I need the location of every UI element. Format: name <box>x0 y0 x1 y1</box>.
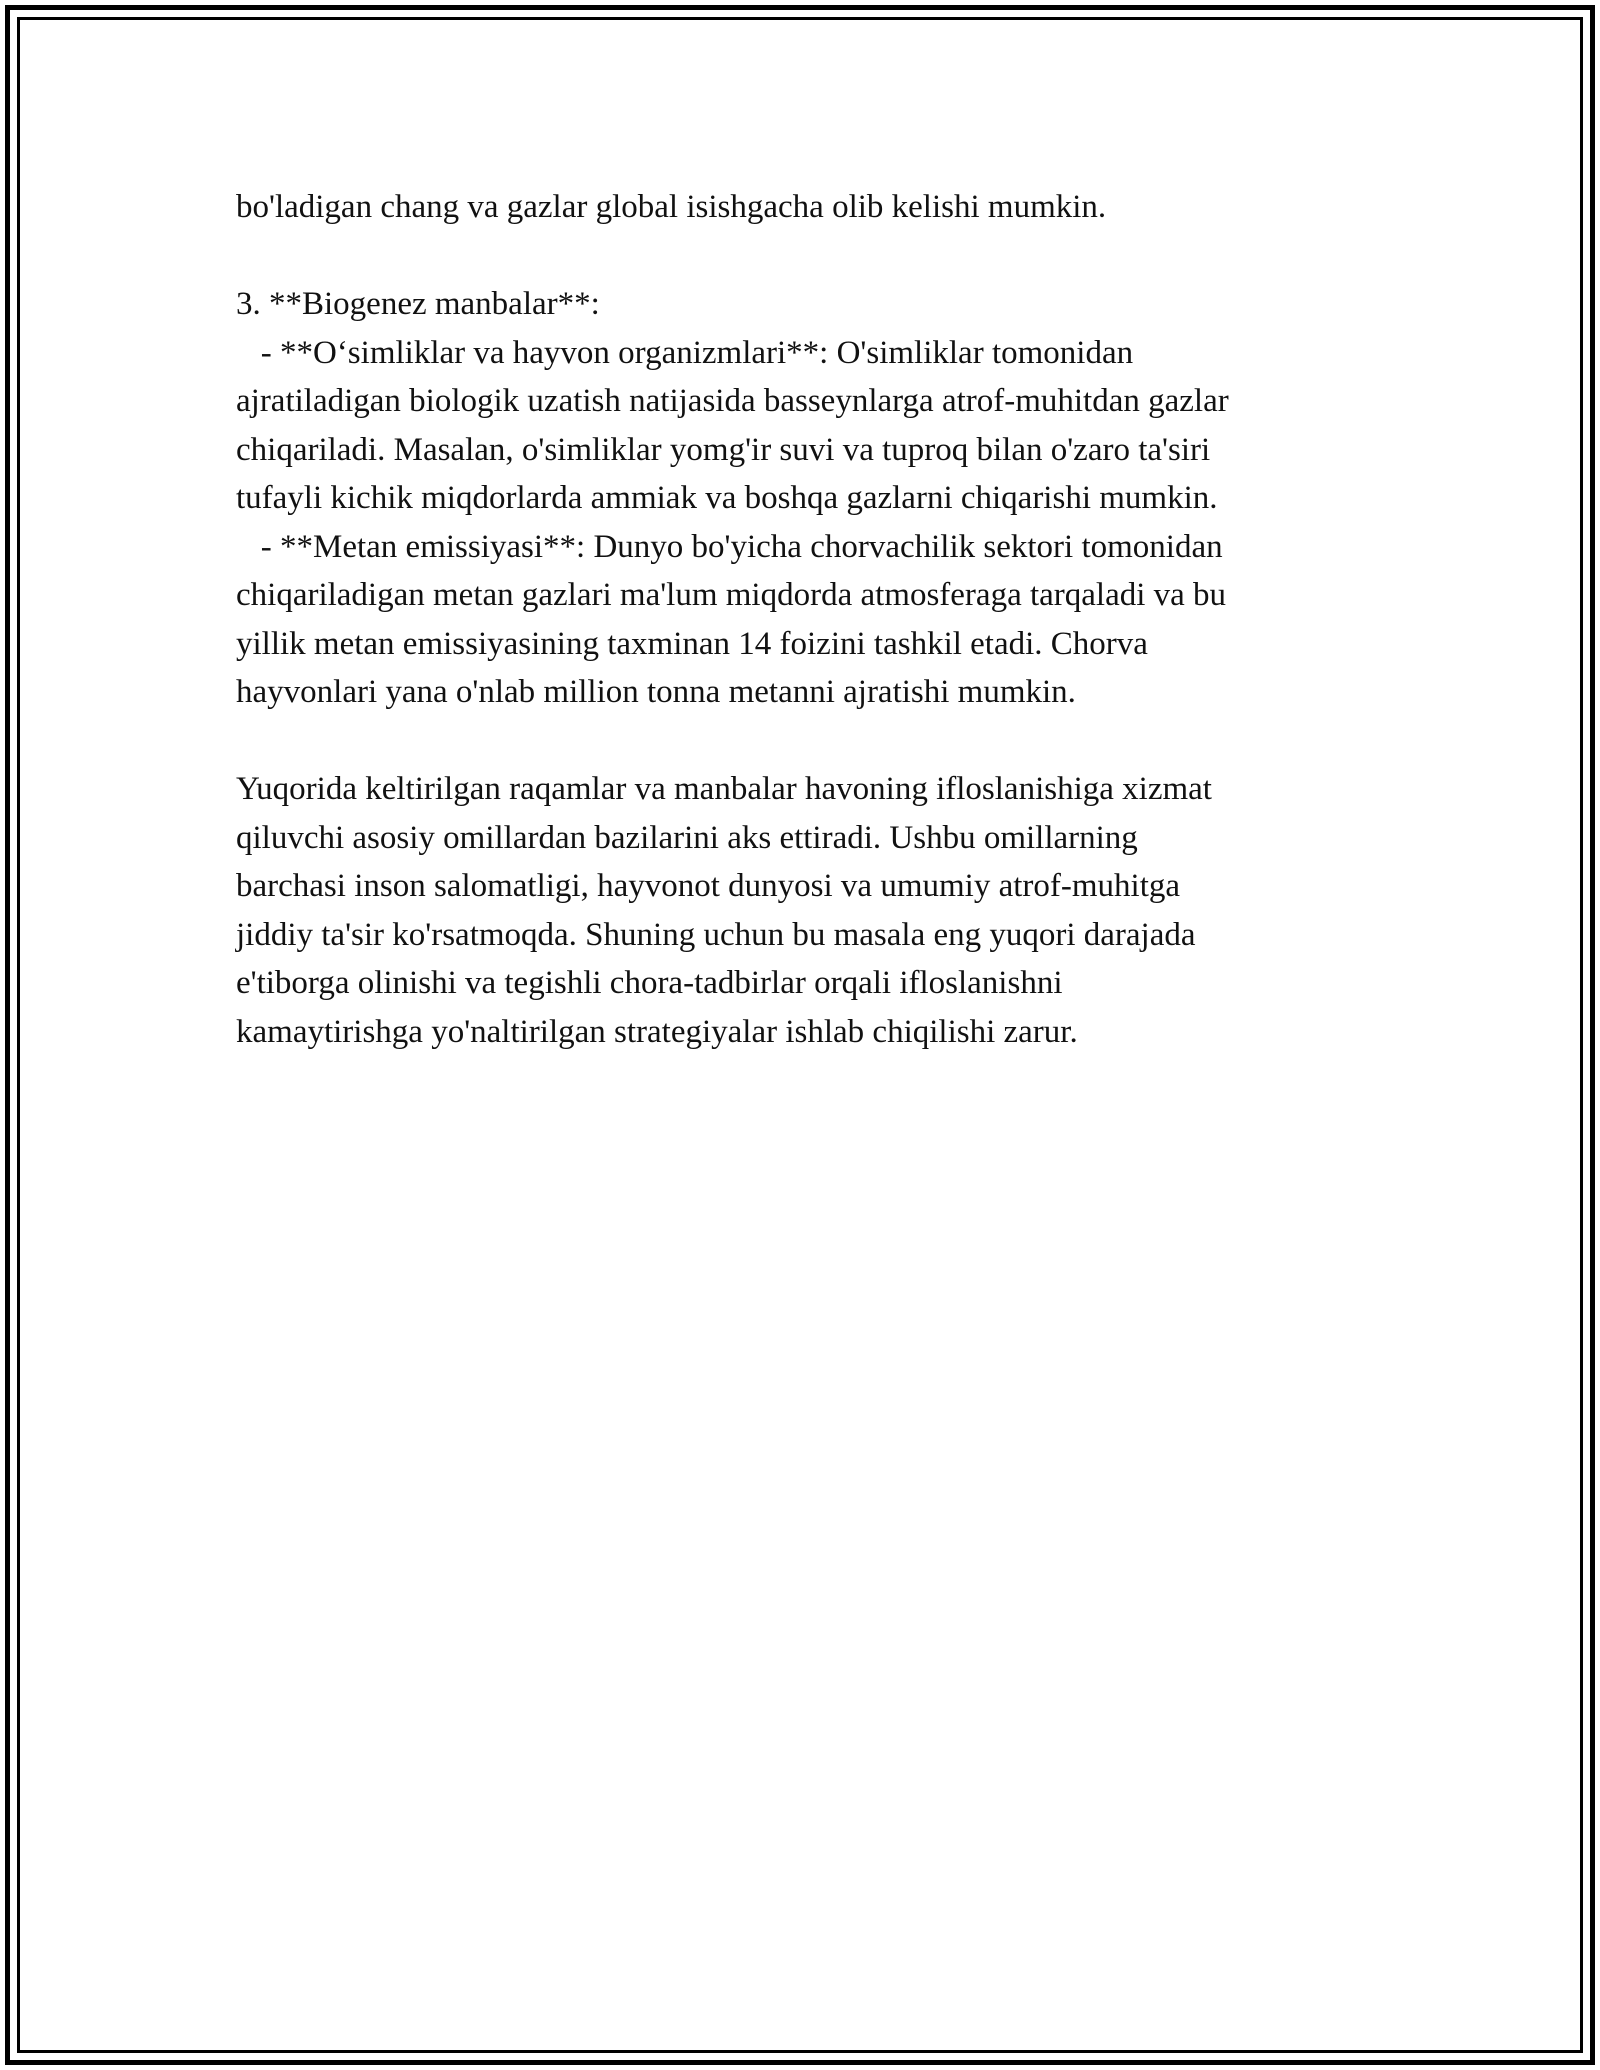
document-body <box>236 183 1386 1056</box>
text-line: chiqariladigan metan gazlari ma'lum miqdorda atmosferaga tarqaladi va bu <box>236 577 1227 613</box>
paragraph-continuation <box>236 183 1386 232</box>
list-item-plants-animals <box>236 329 1386 523</box>
text-line: - **O‘simliklar va hayvon organizmlari**: O'simliklar tomonidan <box>236 334 1134 371</box>
text-line: hayvonlari yana o'nlab million tonna metanni ajratishi mumkin. <box>236 674 1076 710</box>
text-line: Yuqorida keltirilgan raqamlar va manbalar havoning ifloslanishiga xizmat <box>236 771 1212 807</box>
text-line: yillik metan emissiyasining taxminan 14 foizini tashkil etadi. Chorva <box>236 625 1148 662</box>
text-line: - **Metan emissiyasi**: Dunyo bo'yicha chorvachilik sektori tomonidan <box>236 528 1223 565</box>
section-biogenic-sources <box>236 280 1386 717</box>
text-line: kamaytirishga yo'naltirilgan strategiyalar ishlab chiqilishi zarur. <box>236 1013 1078 1050</box>
text-line: qiluvchi asosiy omillardan bazilarini aks ettiradi. Ushbu omillarning <box>236 819 1138 856</box>
text-line: tufayli kichik miqdorlarda ammiak va boshqa gazlarni chiqarishi mumkin. <box>236 480 1218 516</box>
blank-line <box>236 717 1386 766</box>
list-item-methane-emissions <box>236 523 1386 717</box>
text-line: jiddiy ta'sir ko'rsatmoqda. Shuning uchun bu masala eng yuqori darajada <box>236 916 1196 953</box>
text-line: ajratiladigan biologik uzatish natijasida basseynlarga atrof-muhitdan gazlar <box>236 383 1229 419</box>
blank-line <box>236 232 1386 281</box>
text-line: e'tiborga olinishi va tegishli chora-tadbirlar orqali ifloslanishni <box>236 965 1063 1001</box>
section-heading: 3. **Biogenez manbalar**: <box>236 286 600 322</box>
text-line: bo'ladigan chang va gazlar global isishgacha olib kelishi mumkin. <box>236 189 1107 225</box>
conclusion-paragraph <box>236 765 1386 1056</box>
text-line: chiqariladi. Masalan, o'simliklar yomg'ir suvi va tuproq bilan o'zaro ta'siri <box>236 431 1211 468</box>
text-line: barchasi inson salomatligi, hayvonot dunyosi va umumiy atrof-muhitga <box>236 868 1181 904</box>
